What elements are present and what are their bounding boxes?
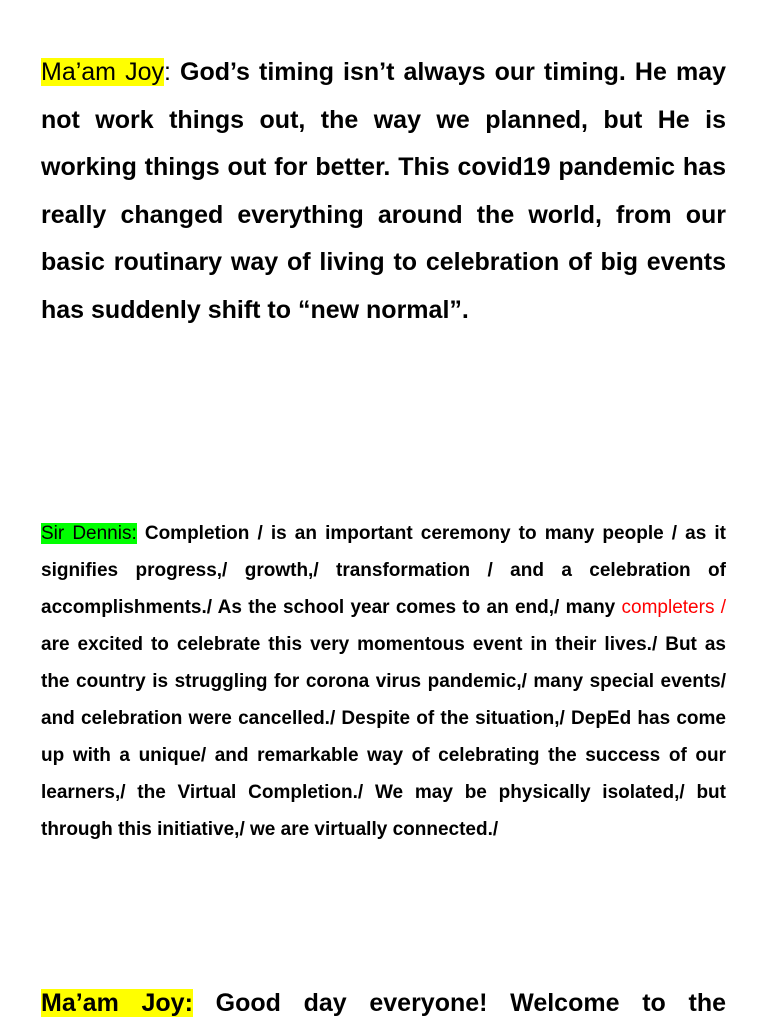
speaker-name-maam-joy: Ma’am Joy:	[41, 989, 193, 1017]
paragraph-sir-dennis	[41, 515, 726, 848]
speaker-name-sir-dennis: Sir Dennis:	[41, 523, 137, 544]
paragraph-maam-joy-intro	[41, 49, 726, 334]
speaker-colon: :	[164, 58, 171, 86]
paragraph-text-before: Completion / is an important ceremony to many people / as it signifies progress,/ growth,/ transformation / and a celebration of accomplishments./ As the school year comes to an end,/ many	[41, 523, 726, 618]
paragraph-text: God’s timing isn’t always our timing. He may not work things out, the way we planned, but He is working things out for better. This covid19 pandemic has really changed everything around the world, from our basic routinary way of living to celebration of big events has suddenly shift to “new normal”.	[41, 58, 727, 324]
highlight-completers: completers /	[621, 597, 726, 618]
paragraph-text: Good day everyone! Welcome to the	[192, 989, 726, 1017]
paragraph-maam-joy-welcome	[41, 980, 726, 1024]
speaker-name-maam-joy: Ma’am Joy	[41, 58, 164, 86]
paragraph-text-after: are excited to celebrate this very momentous event in their lives./ But as the country is struggling for corona virus pandemic,/ many special events/ and celebration were cancelled./ Despite of the situation,/ DepEd has come up with a unique/ and remarkable way of celebrating the success of our learners,/ the Virtual Completion./ We may be physically isolated,/ but through this initiative,/ we are virtually connected./	[41, 634, 726, 840]
